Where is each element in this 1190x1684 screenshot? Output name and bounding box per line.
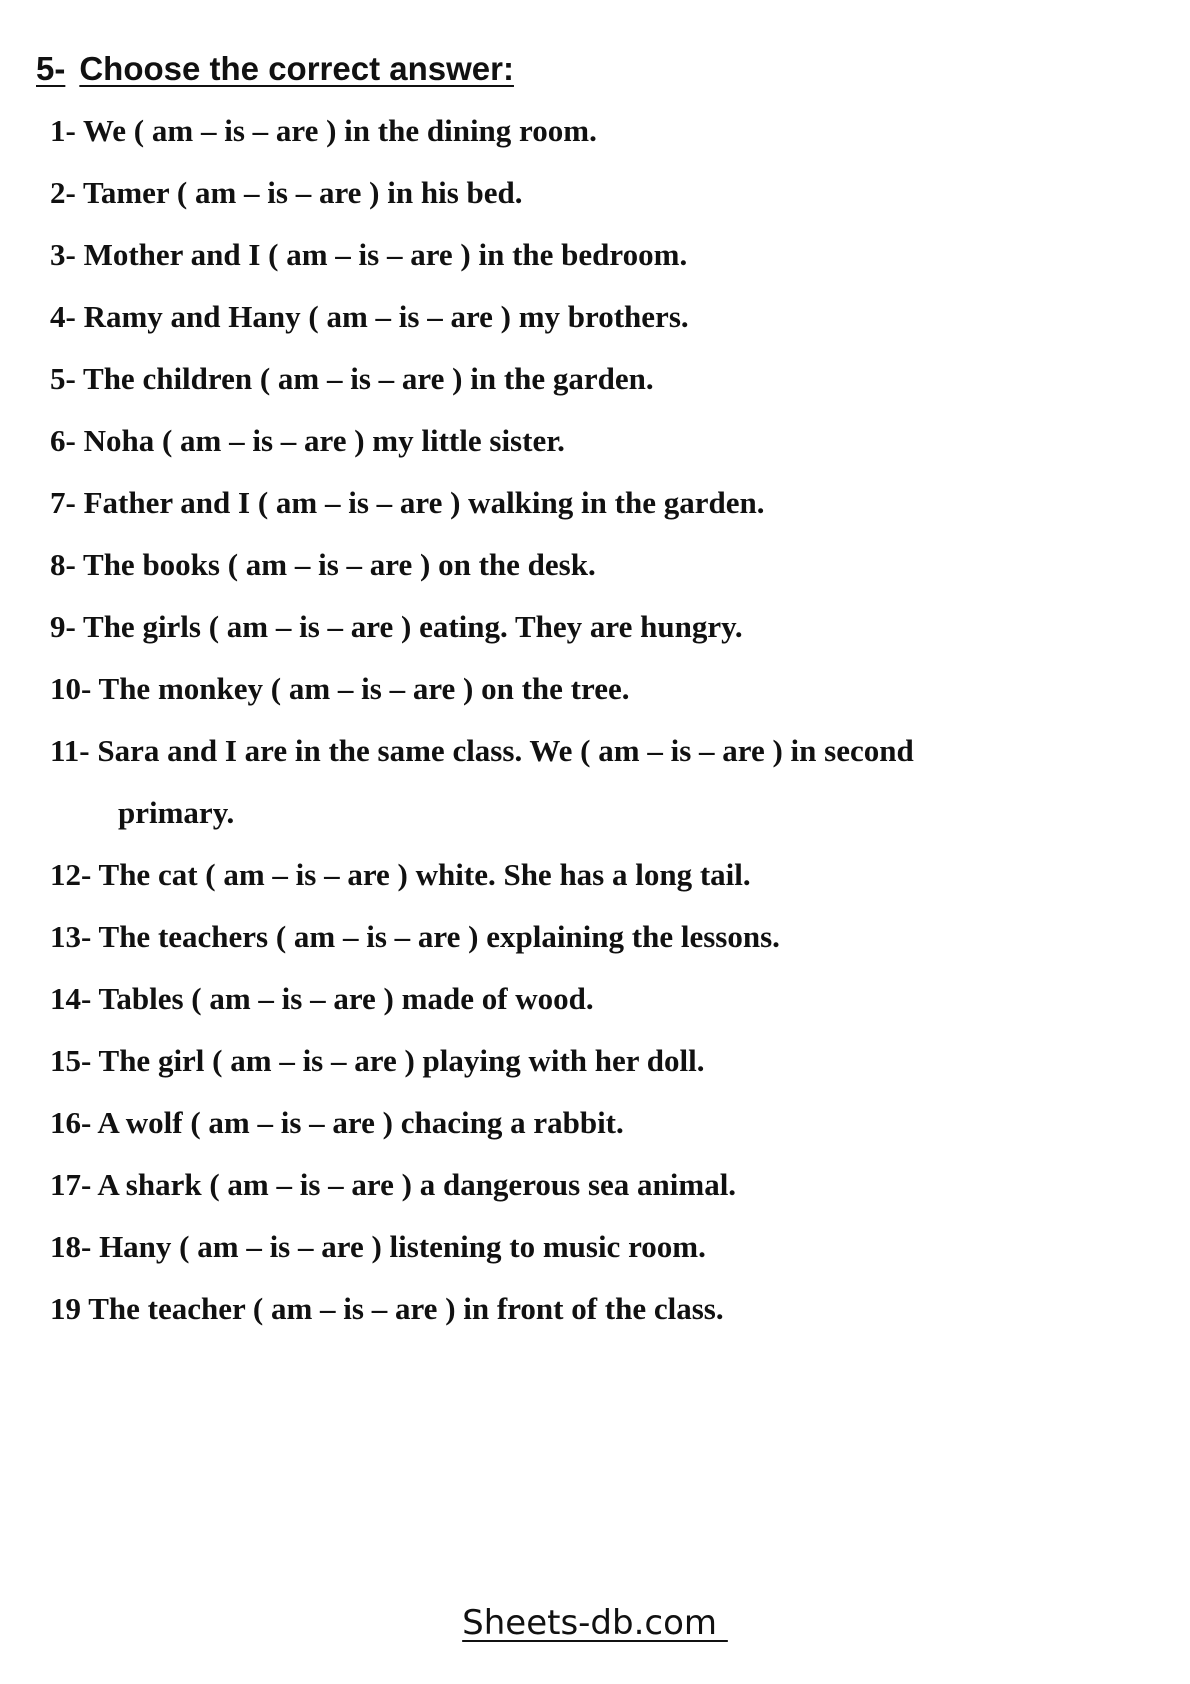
question-8: 8- The books ( am – is – are ) on the desk. xyxy=(50,547,596,582)
question-11-continuation: primary. xyxy=(118,795,235,830)
question-17: 17- A shark ( am – is – are ) a dangerous sea animal. xyxy=(50,1167,737,1202)
question-4: 4- Ramy and Hany ( am – is – are ) my brothers. xyxy=(50,299,689,334)
question-5: 5- The children ( am – is – are ) in the garden. xyxy=(50,361,654,396)
question-10: 10- The monkey ( am – is – are ) on the tree. xyxy=(50,671,630,706)
question-2: 2- Tamer ( am – is – are ) in his bed. xyxy=(50,175,523,210)
question-1: 1- We ( am – is – are ) in the dining room. xyxy=(50,113,597,148)
question-14: 14- Tables ( am – is – are ) made of wood. xyxy=(50,981,594,1016)
question-13: 13- The teachers ( am – is – are ) explaining the lessons. xyxy=(50,919,780,954)
question-18: 18- Hany ( am – is – are ) listening to music room. xyxy=(50,1229,706,1264)
question-15: 15- The girl ( am – is – are ) playing with her doll. xyxy=(50,1043,705,1078)
question-11: 11- Sara and I are in the same class. We ( am – is – are ) in second xyxy=(50,733,914,768)
exercise-heading xyxy=(36,50,514,88)
question-9: 9- The girls ( am – is – are ) eating. They are hungry. xyxy=(50,609,743,644)
question-19: 19 The teacher ( am – is – are ) in front of the class. xyxy=(50,1291,724,1326)
question-7: 7- Father and I ( am – is – are ) walking in the garden. xyxy=(50,485,765,520)
question-16: 16- A wolf ( am – is – are ) chacing a rabbit. xyxy=(50,1105,624,1140)
question-12: 12- The cat ( am – is – are ) white. She has a long tail. xyxy=(50,857,751,892)
exercise-number: 5- xyxy=(36,50,66,87)
exercise-title: Choose the correct answer: xyxy=(79,50,514,87)
question-6: 6- Noha ( am – is – are ) my little sister. xyxy=(50,423,565,458)
question-list xyxy=(50,112,1150,1352)
footer-website: Sheets-db.com xyxy=(462,1603,728,1643)
question-3: 3- Mother and I ( am – is – are ) in the bedroom. xyxy=(50,237,688,272)
